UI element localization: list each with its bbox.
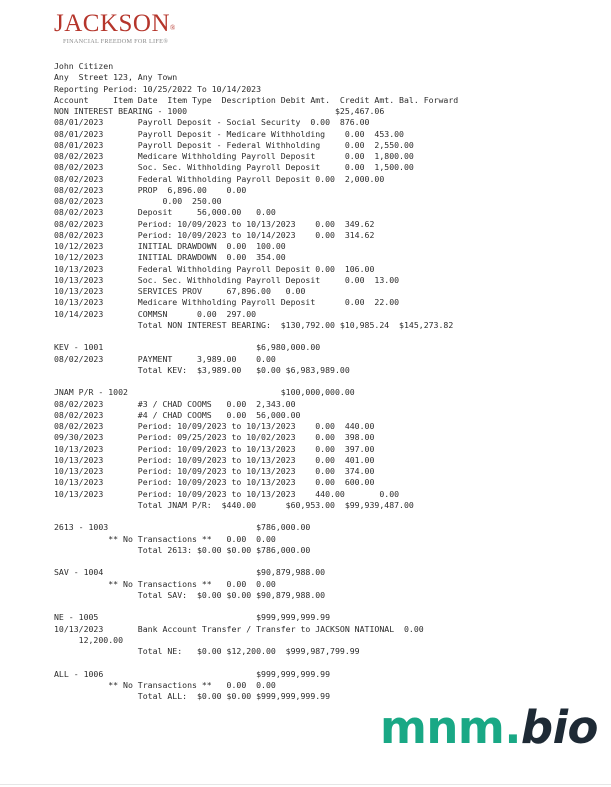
- statement-line: 08/02/2023 0.00 250.00: [54, 196, 222, 206]
- statement-line: 10/13/2023 Soc. Sec. Withholding Payroll Deposit 0.00 13.00: [54, 274, 400, 285]
- statement-line: 08/02/2023 #3 / CHAD COOMS 0.00 2,343.00: [54, 398, 296, 409]
- statement-line: 09/30/2023 Period: 09/25/2023 to 10/02/2023 0.00 398.00: [54, 432, 375, 443]
- statement-line: 08/02/2023 Period: 10/09/2023 to 10/13/2023 0.00 349.62: [54, 218, 375, 229]
- statement-line: 10/14/2023 COMMSN 0.00 297.00: [54, 308, 257, 319]
- statement-line: Total JNAM P/R: $440.00 $60,953.00 $99,939,487.00: [54, 499, 414, 510]
- statement-line: NON INTEREST BEARING - 1000 $25,467.06: [54, 106, 385, 116]
- statement-line: 08/02/2023 Soc. Sec. Withholding Payroll Deposit 0.00 1,500.00: [54, 162, 414, 173]
- statement-line: 08/02/2023 #4 / CHAD COOMS 0.00 56,000.00: [54, 409, 301, 420]
- statement-line: 08/02/2023 Deposit 56,000.00 0.00: [54, 207, 276, 218]
- statement-line: 10/13/2023 Medicare Withholding Payroll Deposit 0.00 22.00: [54, 297, 400, 308]
- statement-line: ** No Transactions ** 0.00 0.00: [54, 533, 276, 544]
- statement-line: 10/13/2023 Period: 10/09/2023 to 10/13/2023 440.00 0.00: [54, 488, 400, 499]
- statement-line: 12,200.00: [54, 634, 124, 645]
- statement-line: 08/02/2023 Period: 10/09/2023 to 10/13/2023 0.00 440.00: [54, 421, 375, 431]
- statement-line: 08/02/2023 Federal Withholding Payroll Deposit 0.00 2,000.00: [54, 173, 385, 184]
- statement-line: ** No Transactions ** 0.00 0.00: [54, 679, 276, 690]
- statement-line: 08/02/2023 PAYMENT 3,989.00 0.00: [54, 353, 276, 364]
- statement-line: NE - 1005 $999,999,999.99: [54, 612, 331, 623]
- watermark-part-1: mnm.: [380, 701, 521, 754]
- statement-line: KEV - 1001 $6,980,000.00: [54, 342, 321, 353]
- statement-line: 10/13/2023 Bank Account Transfer / Transfer to JACKSON NATIONAL 0.00: [54, 623, 424, 634]
- statement-line: 08/01/2023 Payroll Deposit - Social Security 0.00 876.00: [54, 117, 370, 128]
- statement-line: ** No Transactions ** 0.00 0.00: [54, 578, 276, 589]
- statement-line: 08/02/2023 PROP 6,896.00 0.00: [54, 184, 247, 195]
- statement-line: Total NE: $0.00 $12,200.00 $999,987,799.99: [54, 646, 360, 656]
- statement-body: [54, 61, 458, 702]
- statement-line: SAV - 1004 $90,879,988.00: [54, 567, 326, 578]
- statement-line: 08/01/2023 Payroll Deposit - Medicare Withholding 0.00 453.00: [54, 128, 404, 139]
- statement-line: 2613 - 1003 $786,000.00: [54, 522, 311, 533]
- statement-line: Total NON INTEREST BEARING: $130,792.00 $10,985.24 $145,273.82: [54, 319, 454, 330]
- statement-line: 10/13/2023 SERVICES PROV 67,896.00 0.00: [54, 286, 306, 296]
- statement-line: 10/13/2023 Period: 10/09/2023 to 10/13/2023 0.00 401.00: [54, 454, 375, 465]
- statement-line: 10/13/2023 Federal Withholding Payroll Deposit 0.00 106.00: [54, 263, 375, 274]
- statement-line: 08/02/2023 Medicare Withholding Payroll Deposit 0.00 1,800.00: [54, 151, 414, 161]
- statement-line: JNAM P/R - 1002 $100,000,000.00: [54, 387, 355, 398]
- statement-line: 10/12/2023 INITIAL DRAWDOWN 0.00 100.00: [54, 241, 286, 251]
- watermark-logo: [380, 702, 598, 754]
- statement-line: Total KEV: $3,989.00 $0.00 $6,983,989.00: [54, 364, 350, 375]
- statement-line: 08/02/2023 Period: 10/09/2023 to 10/14/2023 0.00 314.62: [54, 229, 375, 240]
- statement-line: 10/12/2023 INITIAL DRAWDOWN 0.00 354.00: [54, 252, 286, 263]
- statement-line: Total 2613: $0.00 $0.00 $786,000.00: [54, 544, 311, 555]
- page-edge-divider: [0, 784, 611, 785]
- statement-line: Reporting Period: 10/25/2022 To 10/14/2023: [54, 83, 262, 94]
- statement-line: Any Street 123, Any Town: [54, 72, 178, 83]
- jackson-logo: [54, 10, 194, 50]
- statement-line: Total SAV: $0.00 $0.00 $90,879,988.00: [54, 589, 326, 600]
- statement-line: ALL - 1006 $999,999,999.99: [54, 668, 331, 679]
- logo-wordmark: JACKSON®: [54, 10, 176, 37]
- statement-line: John Citizen: [54, 61, 114, 71]
- statement-line: Account Item Date Item Type Description Debit Amt. Credit Amt. Bal. Forward: [54, 94, 459, 105]
- watermark-part-2: bio: [520, 701, 598, 754]
- logo-tagline: FINANCIAL FREEDOM FOR LIFE®: [63, 38, 169, 45]
- statement-line: 10/13/2023 Period: 10/09/2023 to 10/13/2023 0.00 600.00: [54, 477, 375, 488]
- statement-line: 08/01/2023 Payroll Deposit - Federal Withholding 0.00 2,550.00: [54, 139, 414, 150]
- statement-line: 10/13/2023 Period: 10/09/2023 to 10/13/2023 0.00 374.00: [54, 466, 375, 476]
- statement-line: Total ALL: $0.00 $0.00 $999,999,999.99: [54, 691, 331, 701]
- statement-line: 10/13/2023 Period: 10/09/2023 to 10/13/2023 0.00 397.00: [54, 443, 375, 454]
